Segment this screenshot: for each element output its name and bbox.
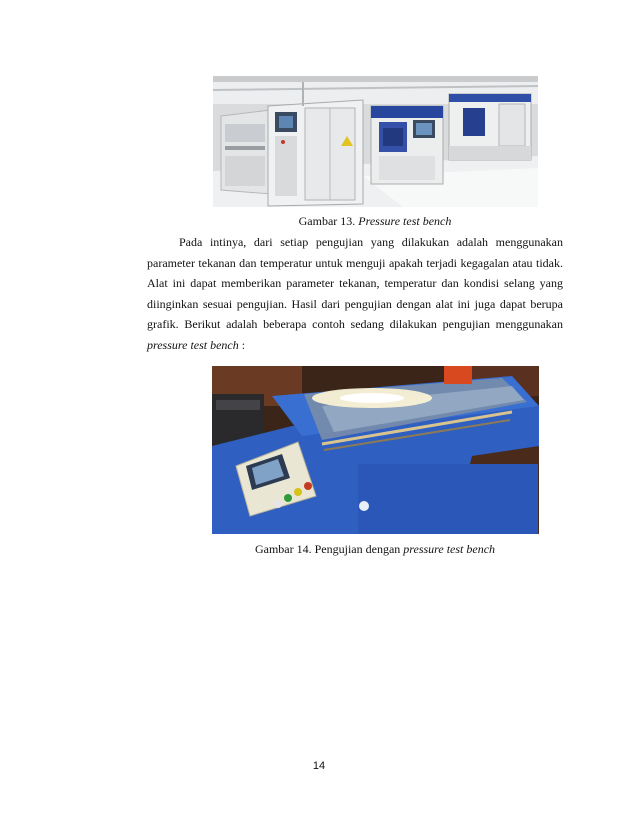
paragraph-italic-term: pressure test bench [147, 337, 239, 352]
page-number: 14 [312, 760, 326, 772]
figure-14-caption-prefix: Gambar 14. Pengujian dengan [254, 542, 401, 556]
figure-14-caption [56, 542, 638, 556]
figure-14-photo [212, 366, 539, 534]
figure-13-caption-title: Pressure test bench [358, 214, 452, 228]
figure-13-caption [56, 214, 638, 228]
figure-13-photo [213, 76, 538, 207]
paragraph-text: Pada intinya, dari setiap pengujian yang dilakukan adalah menggunakan parameter tekanan dan temperatur untuk menguji apakah terjadi kegagalan atau tidak. Alat ini dapat memberikan parameter tekanan, temperatur dan kondisi selang yang diinginkan sesuai pengujian. Hasil dari pengujian dengan alat ini juga dapat berupa grafik. Berikut adalah beberapa contoh sedang dilakukan pengujian menggunakan [147, 235, 563, 332]
body-paragraph [147, 232, 563, 356]
paragraph-end: : [238, 337, 246, 352]
figure-13-caption-prefix: Gambar 13. [298, 214, 356, 228]
figure-14-caption-title: pressure test bench [403, 542, 496, 556]
